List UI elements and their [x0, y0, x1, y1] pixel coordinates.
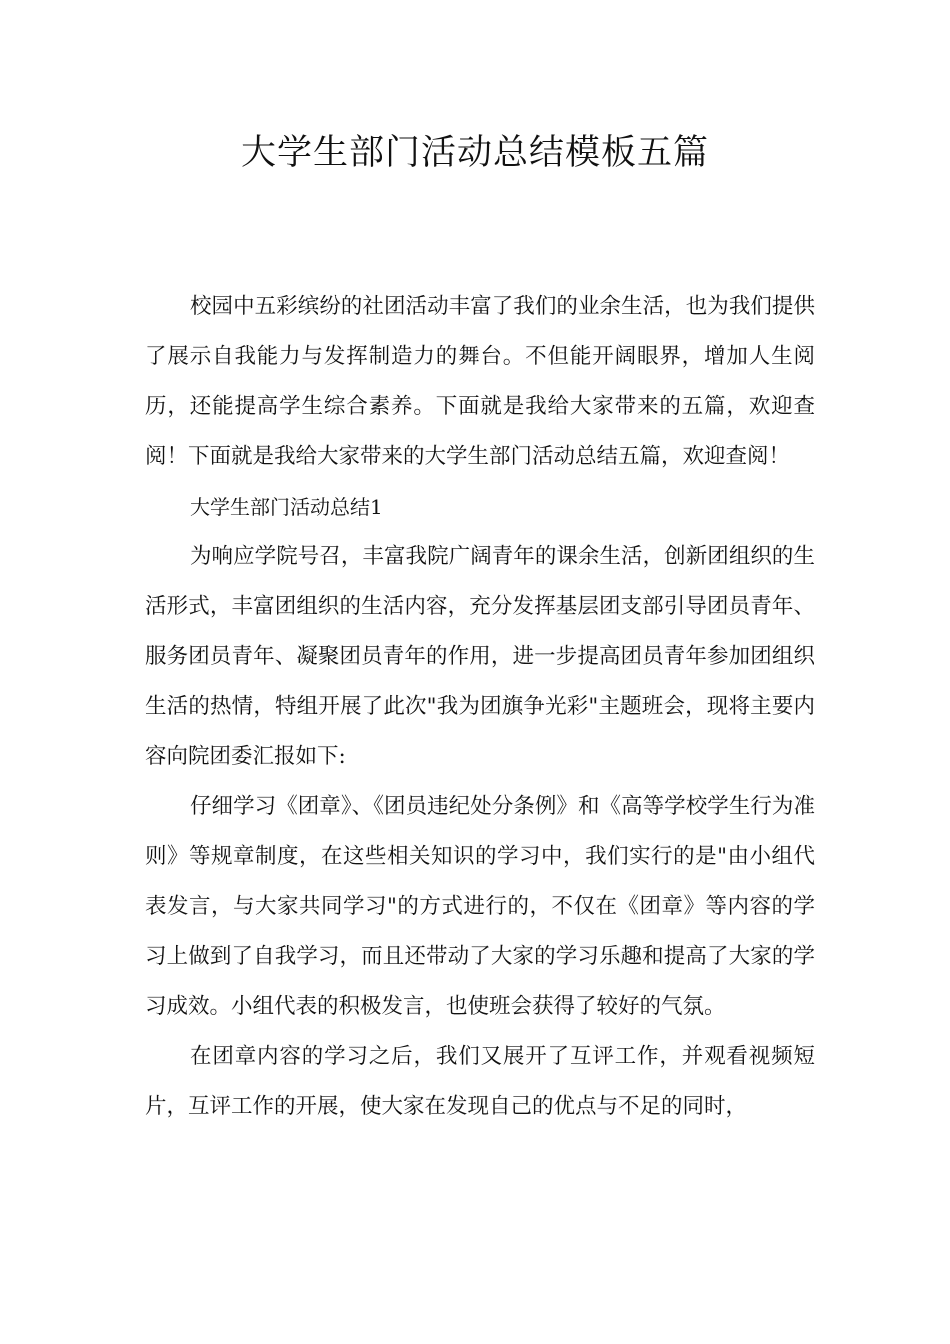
document-body — [145, 282, 815, 1132]
document-title: 大学生部门活动总结模板五篇 — [240, 133, 709, 173]
section-heading-1: 大学生部门活动总结1 — [190, 495, 383, 519]
body-paragraph-1: 为响应学院号召，丰富我院广阔青年的课余生活，创新团组织的生活形式，丰富团组织的生活内容，充分发挥基层团支部引导团员青年、服务团员青年、凝聚团员青年的作用，进一步提高团员青年参加团组织生活的热情，特组开展了此次"我为团旗争光彩"主题班会，现将主要内容向院团委汇报如下: — [145, 544, 815, 769]
body-paragraph-2: 仔细学习《团章》、《团员违纪处分条例》和《高等学校学生行为准则》等规章制度，在这些相关知识的学习中，我们实行的是"由小组代表发言，与大家共同学习"的方式进行的，不仅在《团章》等内容的学习上做到了自我学习，而且还带动了大家的学习乐趣和提高了大家的学习成效。小组代表的积极发言，也使班会获得了较好的气氛。 — [145, 794, 815, 1019]
body-paragraph-3: 在团章内容的学习之后，我们又展开了互评工作，并观看视频短片，互评工作的开展，使大家在发现自己的优点与不足的同时， — [145, 1044, 815, 1119]
intro-paragraph: 校园中五彩缤纷的社团活动丰富了我们的业余生活，也为我们提供了展示自我能力与发挥制造力的舞台。不但能开阔眼界，增加人生阅历，还能提高学生综合素养。下面就是我给大家带来的五篇，欢迎查阅！下面就是我给大家带来的大学生部门活动总结五篇，欢迎查阅！ — [145, 294, 815, 469]
